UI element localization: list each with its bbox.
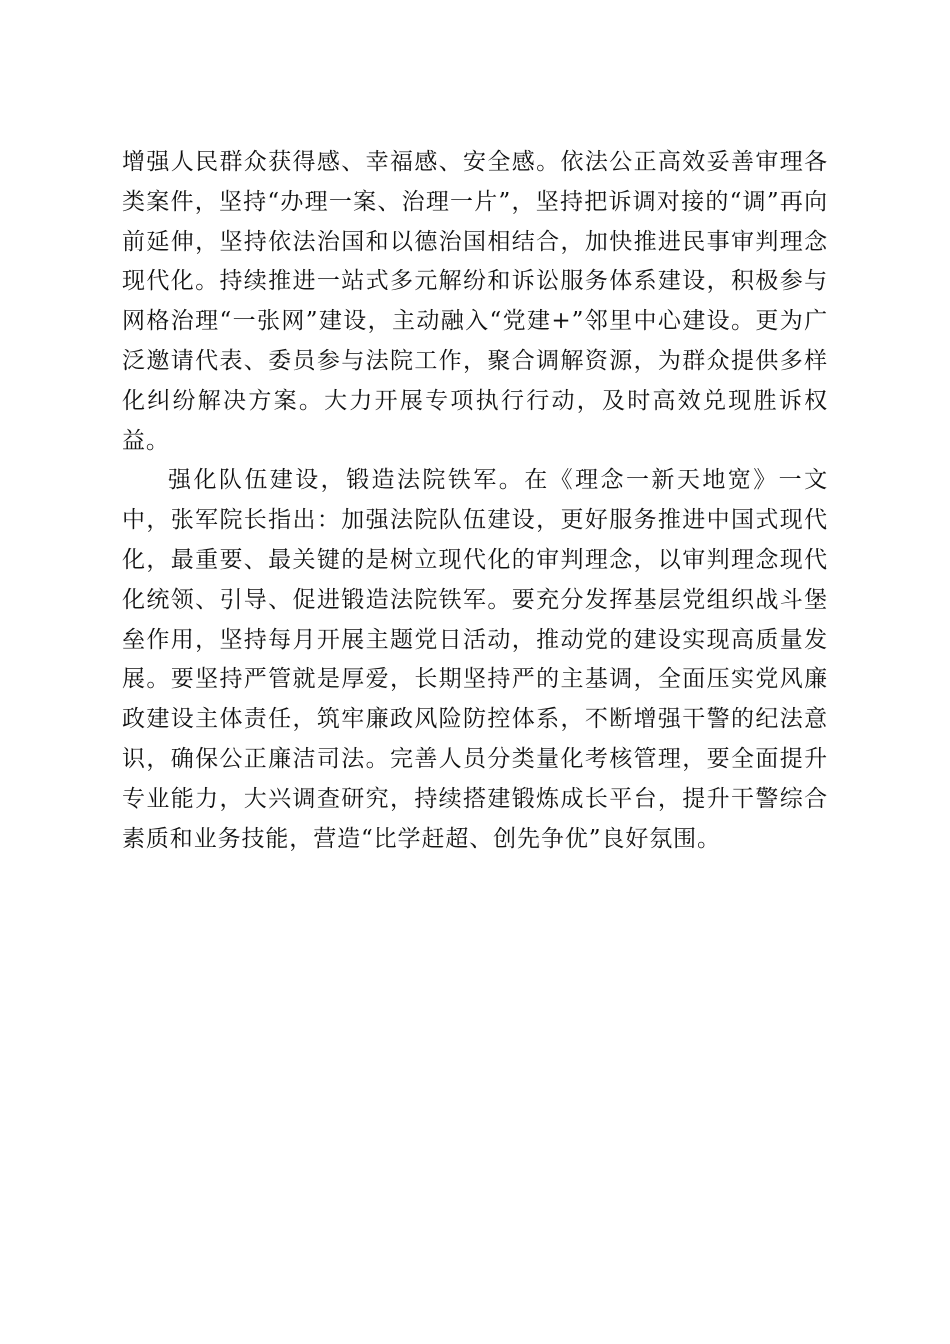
document-body [122,143,828,859]
paragraph-continuation: 增强人民群众获得感、幸福感、安全感。依法公正高效妥善审理各类案件，坚持“办理一案、治理一片”，坚持把诉调对接的“调”再向前延伸，坚持依法治国和以德治国相结合，加快推进民事审判理念现代化。持续推进一站式多元解纷和诉讼服务体系建设，积极参与网格治理“一张网”建设，主动融入“党建+”邻里中心建设。更为广泛邀请代表、委员参与法院工作，聚合调解资源，为群众提供多样化纠纷解决方案。大力开展专项执行行动，及时高效兑现胜诉权益。 [122,149,828,454]
paragraph-team-building: 强化队伍建设，锻造法院铁军。在《理念一新天地宽》一文中，张军院长指出：加强法院队伍建设，更好服务推进中国式现代化，最重要、最关键的是树立现代化的审判理念，以审判理念现代化统领、引导、促进锻造法院铁军。要充分发挥基层党组织战斗堡垒作用，坚持每月开展主题党日活动，推动党的建设实现高质量发展。要坚持严管就是厚爱，长期坚持严的主基调，全面压实党风廉政建设主体责任，筑牢廉政风险防控体系，不断增强干警的纪法意识，确保公正廉洁司法。完善人员分类量化考核管理，要全面提升专业能力，大兴调查研究，持续搭建锻炼成长平台，提升干警综合素质和业务技能，营造“比学赶超、创先争优”良好氛围。 [122,467,828,852]
